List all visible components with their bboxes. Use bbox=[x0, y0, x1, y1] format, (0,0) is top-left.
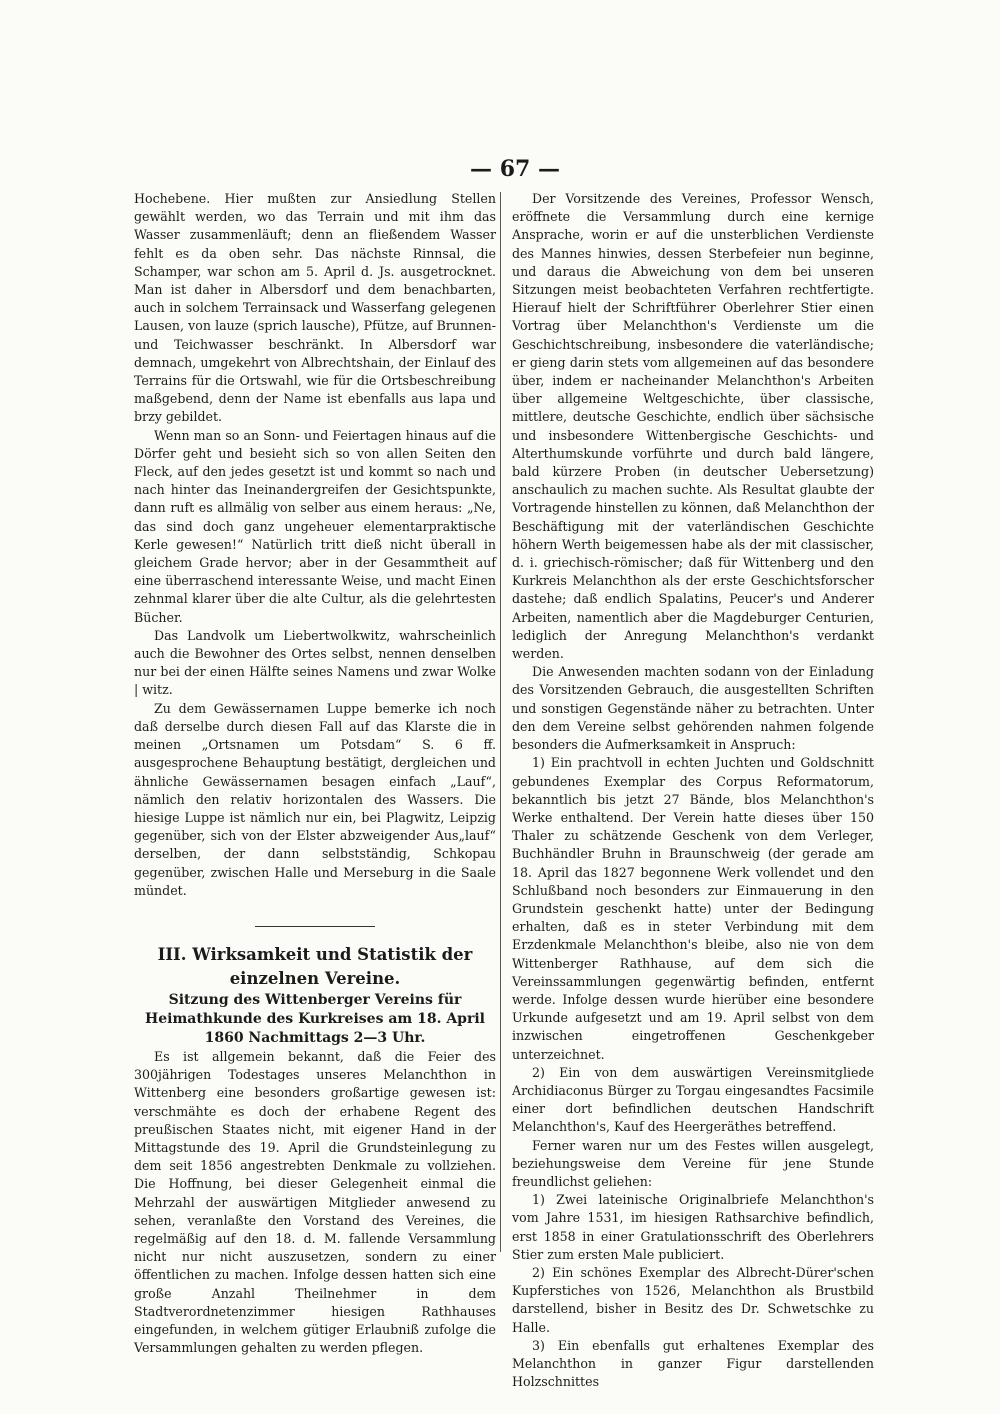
right-paragraph-7: 2) Ein schönes Exemplar des Albrecht-Dürer'schen Kupferstiches von 1526, Melanchthon als Brustbild darstellend, bisher in Besitz des Dr. Schwetschke zu Halle. bbox=[512, 1264, 874, 1335]
right-paragraph-8: 3) Ein ebenfalls gut erhaltenes Exemplar des Melanchthon in ganzer Figur darstellenden Holzschnittes bbox=[512, 1337, 874, 1390]
section-divider bbox=[255, 926, 375, 927]
left-paragraph-3: Das Landvolk um Liebertwolkwitz, wahrscheinlich auch die Bewohner des Ortes selbst, nennen denselben nur bei der einen Hälfte seines Namens und zwar Wolke | witz. bbox=[134, 627, 496, 698]
column-divider bbox=[500, 192, 501, 1252]
right-paragraph-1: Der Vorsitzende des Vereines, Professor Wensch, eröffnete die Versammlung durch eine kernige Ansprache, worin er auf die unsterblichen Verdienste des Mannes hinwies, dessen Sterbefeier nun beginne, und daraus die Abweichung von dem bei unseren Sitzungen meist beobachteten Verfahren rechtfertigte. Hierauf hielt der Schriftführer Oberlehrer Stier einen Vortrag über Melanchthon's Verdienste um die Geschichtschreibung, insbesondere die vaterländische; er gieng darin stets vom allgemeinen auf das besondere über, indem er nacheinander Melanchthon's Arbeiten über allgemeine Weltgeschichte, über classische, mittlere, deutsche Geschichte, endlich über sächsische und insbesondere Wittenbergische Geschichts- und Alterthumskunde vorführte und durch bald längere, bald kürzere Proben (in deutscher Uebersetzung) anschaulich zu machen suchte. Als Resultat glaubte der Vortragende hinstellen zu können, daß Melanchthon der Beschäftigung mit der vaterländischen Geschichte höhern Werth beigemessen habe als der mit classischer, d. i. griechisch-römischer; daß für Wittenberg und den Kurkreis Melanchthon als der erste Geschichtsforscher dastehe; daß endlich Spalatins, Peucer's und Anderer Arbeiten, namentlich aber die Magdeburger Centurien, lediglich der Anregung Melanchthon's verdankt werden. bbox=[512, 191, 874, 662]
right-paragraph-4: 2) Ein von dem auswärtigen Vereinsmitgliede Archidiaconus Bürger zu Torgau eingesandtes Facsimile einer dort befindlichen deutschen Handschrift Melanchthon's, Kauf des Heergeräthes betreffend. bbox=[512, 1064, 874, 1135]
left-paragraph-4: Zu dem Gewässernamen Luppe bemerke ich noch daß derselbe durch diesen Fall auf das Klarste die in meinen „Ortsnamen um Potsdam“ S. 6 ff. ausgesprochene Behauptung bestätigt, dergleichen und ähnliche Gewässernamen besagen einfach „Lauf“, nämlich den relativ horizontalen des Wassers. Die hiesige Luppe ist nämlich nur ein, bei Plagwitz, Leipzig gegenüber, sich von der Elster abzweigender Aus„lauf“ derselben, der dann selbstständig, Schkopau gegenüber, zwischen Halle und Merseburg in die Saale mündet. bbox=[134, 700, 496, 898]
right-paragraph-5: Ferner waren nur um des Festes willen ausgelegt, beziehungsweise dem Vereine für jene Stunde freundlichst geliehen: bbox=[512, 1137, 874, 1189]
right-paragraph-2: Die Anwesenden machten sodann von der Einladung des Vorsitzenden Gebrauch, die ausgestellten Schriften und sonstigen Gegenstände näher zu betrachten. Unter den dem Vereine selbst gehörenden nahmen folgende besonders die Aufmerksamkeit in Anspruch: bbox=[512, 664, 874, 753]
right-paragraph-6: 1) Zwei lateinische Originalbriefe Melanchthon's vom Jahre 1531, im hiesigen Rathsarchive befindlich, erst 1858 in einer Gratulationsschrift des Oberlehrers Stier zum ersten Male publiciert. bbox=[512, 1192, 874, 1262]
left-paragraph-1: Hochebene. Hier mußten zur Ansiedlung Stellen gewählt werden, wo das Terrain und mit ihm das Wasser zusammenläuft; denn an fließendem Wasser fehlt es da oben sehr. Das nächste Rinnsal, die Schamper, war schon am 5. April d. Js. ausgetrocknet. Man ist daher in Albersdorf und dem benachbarten, auch in solchem Terrainsack und Wasserfang gelegenen Lausen, von lauze (sprich lausche), Pfütze, auf Brunnen- und Teichwasser beschränkt. In Albersdorf war demnach, umgekehrt von Albrechtshain, der Einlauf des Terrains für die Ortswahl, wie für die Ortsbeschreibung maßgebend, denn der Name ist ebenfalls aus lapa und brzy gebildet. bbox=[134, 191, 496, 425]
left-paragraph-2: Wenn man so an Sonn- und Feiertagen hinaus auf die Dörfer geht und besieht sich so von allen Seiten den Fleck, auf den jedes gesetzt ist und kommt so nach und nach hinter das Ineinandergreifen der Gesichtspunkte, dann ruft es allmälig von selber aus einem heraus: „Ne, das sind doch ganz ungeheuer elementarpraktische Kerle gewesen!“ Natürlich tritt dieß nicht überall in gleichem Grade hervor; aber in der Gesammtheit auf eine überraschend interessante Weise, und macht Einen zehnmal klarer über die alte Cultur, als die gelehrtesten Bücher. bbox=[134, 427, 496, 625]
right-paragraph-3: 1) Ein prachtvoll in echten Juchten und Goldschnitt gebundenes Exemplar des Corpus Reformatorum, bekanntlich bis jetzt 27 Bände, blos Melanchthon's Werke enthaltend. Der Verein hatte dieses über 150 Thaler zu schätzende Geschenk von dem Verleger, Buchhändler Bruhn in Braunschweig (der gerade am 18. April das 1827 begonnene Werk vollendet und den Schlußband noch besonders zur Einmauerung in den Grundstein geschenkt hatte) unter der Bedingung erhalten, daß es in steter Verbindung mit dem Erzdenkmale Melanchthon's bleibe, also nie von dem Wittenberger Rathhause, auf dem sich die Vereinssammlungen gegenwärtig befinden, entfernt werde. Infolge dessen wurde hierüber eine besondere Urkunde aufgesetzt und am 19. April selbst von dem inzwischen eingetroffenen Geschenkgeber unterzeichnet. bbox=[512, 755, 874, 1062]
section-heading: III. Wirksamkeit und Statistik der einzelnen Vereine. bbox=[157, 944, 473, 988]
left-column bbox=[134, 190, 496, 1357]
right-column bbox=[512, 190, 874, 1391]
sub-heading: Sitzung des Wittenberger Vereins für Heimathkunde des Kurkreises am 18. April 1860 Nachmittags 2—3 Uhr. bbox=[145, 991, 485, 1046]
section-paragraph-1: Es ist allgemein bekannt, daß die Feier des 300jährigen Todestages unseres Melanchthon in Wittenberg eine besonders großartige gewesen ist: verschmähte es doch der erhabene Regent des preußischen Staates nicht, mit eigener Hand in der Mittagstunde des 19. April die Grundsteinlegung zu dem seit 1856 angestrebten Denkmale zu vollziehen. Die Hoffnung, bei dieser Gelegenheit einmal die Mehrzahl der auswärtigen Mitglieder anwesend zu sehen, veranlaßte den Vorstand des Vereines, die regelmäßig auf den 18. d. M. fallende Versammlung nicht nur nicht auszusetzen, sondern zu einer öffentlichen zu machen. Infolge dessen hatten sich eine große Anzahl Theilnehmer in dem Stadtverordnetenzimmer hiesigen Rathhauses eingefunden, in welchem gütiger Erlaubniß zufolge die Versammlungen gehalten zu werden pflegen. bbox=[134, 1048, 496, 1356]
page-number: — 67 — bbox=[470, 156, 560, 182]
